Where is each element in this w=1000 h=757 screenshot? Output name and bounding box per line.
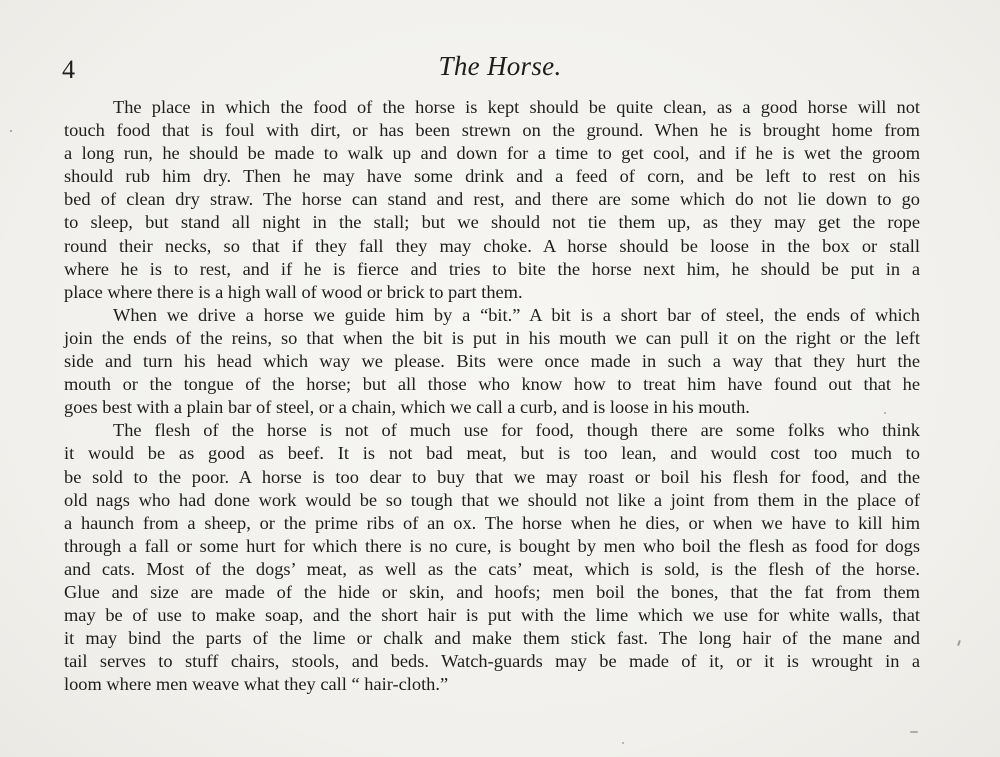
text-line: mouth or the tongue of the horse; but all those who know how to treat him have found out that he bbox=[64, 374, 920, 395]
body-text bbox=[64, 96, 920, 696]
text-line: tail serves to stuff chairs, stools, and beds. Watch-guards may be made of it, or it is wrought in a bbox=[64, 651, 920, 672]
text-line: where he is to rest, and if he is fierce and tries to bite the horse next him, he should be put in a bbox=[64, 258, 920, 279]
print-speck bbox=[622, 742, 624, 744]
print-speck bbox=[10, 130, 12, 132]
running-title: The Horse. bbox=[438, 51, 562, 81]
text-line: join the ends of the reins, so that when the bit is put in his mouth we can pull it on the right or the left bbox=[64, 327, 920, 348]
text-line: through a fall or some hurt for which there is no cure, is bought by men who boil the flesh as food for dogs bbox=[64, 535, 920, 556]
text-line: it would be as good as beef. It is not bad meat, but is too lean, and would cost too much to bbox=[64, 443, 920, 464]
text-line: to sleep, but stand all night in the stall; but we should not tie them up, as they may get the rope bbox=[64, 212, 920, 233]
text-line: When we drive a horse we guide him by a “bit.” A bit is a short bar of steel, the ends of which bbox=[113, 304, 920, 325]
text-line: place where there is a high wall of wood or brick to part them. bbox=[64, 281, 523, 302]
print-speck bbox=[884, 412, 886, 414]
text-line: loom where men weave what they call “ hair-cloth.” bbox=[64, 674, 449, 695]
text-line: and cats. Most of the dogs’ meat, as well as the cats’ meat, which is sold, is the flesh of the horse. bbox=[64, 558, 920, 579]
text-line: old nags who had done work would be so tough that we should not like a joint from them in the place of bbox=[64, 489, 920, 510]
text-line: bed of clean dry straw. The horse can stand and rest, and there are some which do not lie down to go bbox=[64, 189, 920, 210]
text-line: Glue and size are made of the hide or skin, and hoofs; men boil the bones, that the fat from them bbox=[64, 581, 920, 602]
text-line: a long run, he should be made to walk up and down for a time to get cool, and if he is wet the groom bbox=[64, 143, 920, 164]
print-speck bbox=[910, 731, 918, 733]
text-line: touch food that is foul with dirt, or has been strewn on the ground. When he is brought home from bbox=[64, 120, 920, 141]
text-line: be sold to the poor. A horse is too dear to buy that we may roast or boil his flesh for food, and the bbox=[64, 466, 920, 487]
print-speck bbox=[957, 640, 961, 646]
text-line: should rub him dry. Then he may have some drink and a feed of corn, and be left to rest on his bbox=[64, 166, 920, 187]
text-line: side and turn his head which way we please. Bits were once made in such a way that they hurt the bbox=[64, 351, 920, 372]
text-line: The flesh of the horse is not of much use for food, though there are some folks who think bbox=[113, 420, 920, 441]
text-line: may be of use to make soap, and the short hair is put with the lime which we use for white walls, that bbox=[64, 605, 920, 626]
text-line: The place in which the food of the horse is kept should be quite clean, as a good horse will not bbox=[113, 97, 920, 117]
text-line: it may bind the parts of the lime or chalk and make them stick fast. The long hair of the mane and bbox=[64, 628, 920, 649]
text-line: goes best with a plain bar of steel, or a chain, which we call a curb, and is loose in his mouth. bbox=[64, 397, 750, 418]
text-line: a haunch from a sheep, or the prime ribs of an ox. The horse when he dies, or when we have to kill him bbox=[64, 512, 920, 533]
page-number: 4 bbox=[62, 55, 76, 84]
text-line: round their necks, so that if they fall they may choke. A horse should be loose in the box or stall bbox=[64, 235, 920, 256]
